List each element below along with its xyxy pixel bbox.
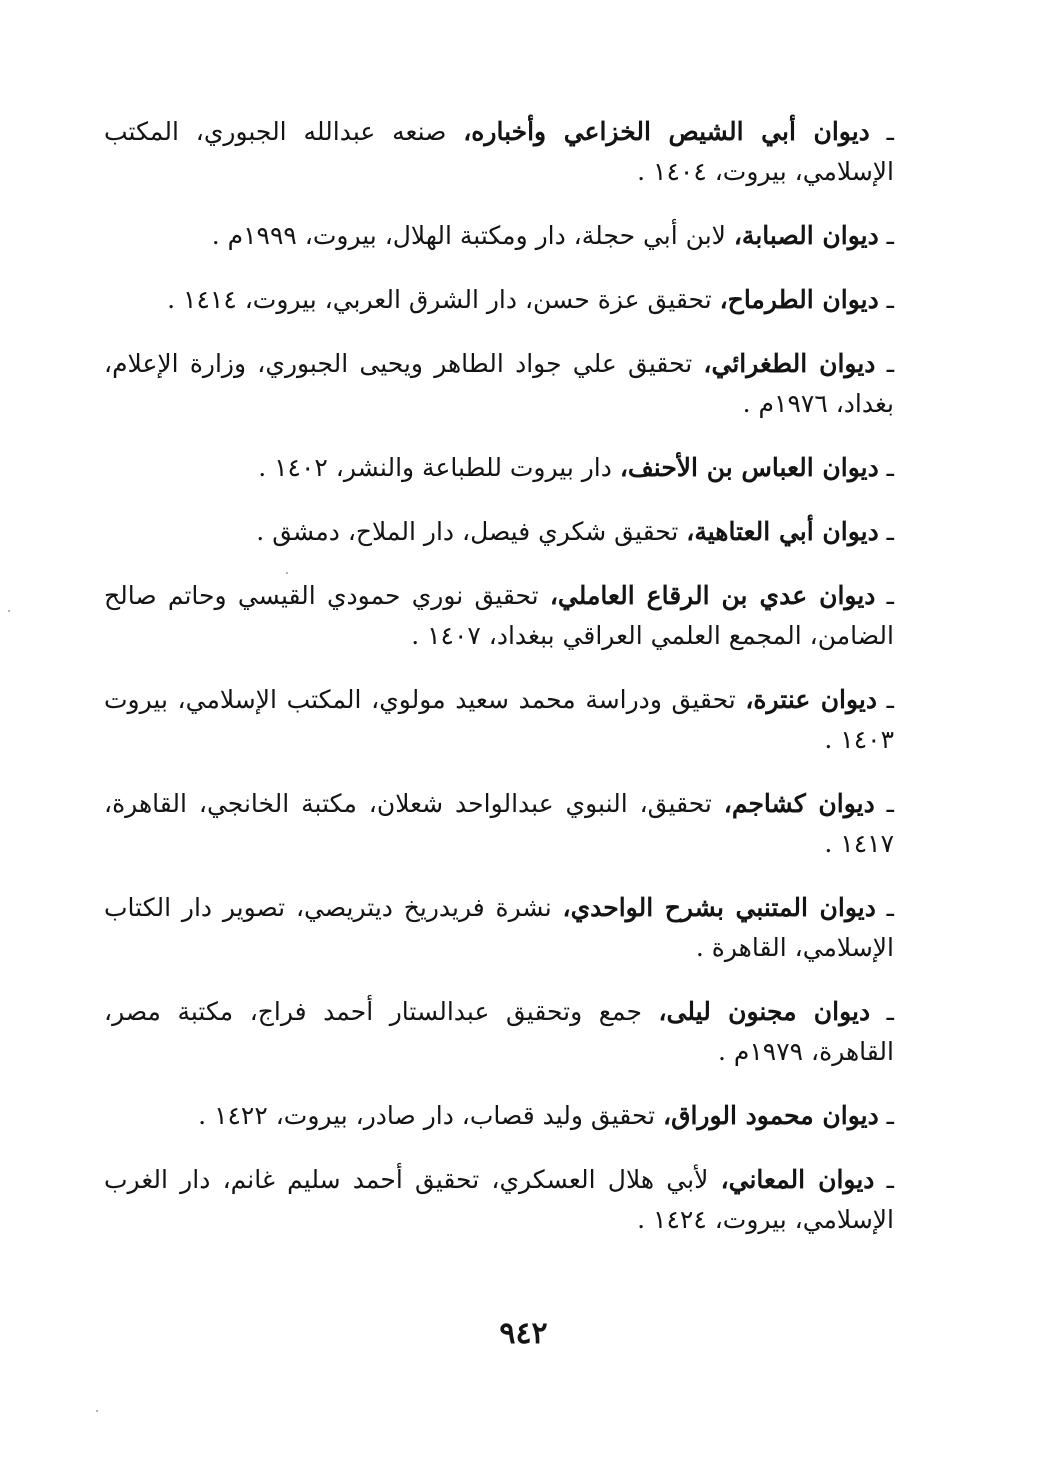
entry-dash: ـ xyxy=(886,1165,894,1194)
entry-details: تحقيق ودراسة محمد سعيد مولوي، المكتب الإسلامي، بيروت ١٤٠٣ . xyxy=(104,685,894,754)
bibliography-entry xyxy=(104,888,894,968)
entry-details: تحقيق وليد قصاب، دار صادر، بيروت، ١٤٢٢ . xyxy=(198,1101,663,1130)
bibliography-entry xyxy=(104,512,894,552)
entry-title: ديوان الصبابة، xyxy=(733,221,879,250)
entry-details: لابن أبي حجلة، دار ومكتبة الهلال، بيروت، ١٩٩٩م . xyxy=(211,221,734,250)
entry-title: ديوان أبي الشيص الخزاعي وأخباره، xyxy=(463,117,870,146)
entry-details: لأبي هلال العسكري، تحقيق أحمد سليم غانم، دار الغرب الإسلامي، بيروت، ١٤٢٤ . xyxy=(104,1165,894,1234)
entry-title: ديوان الطغرائي، xyxy=(703,349,876,378)
entry-details: جمع وتحقيق عبدالستار أحمد فراج، مكتبة مصر، القاهرة، ١٩٧٩م . xyxy=(104,997,894,1066)
bibliography-list xyxy=(104,112,894,1240)
entry-details: نشرة فريدريخ ديتريصي، تصوير دار الكتاب الإسلامي، القاهرة . xyxy=(104,893,894,962)
entry-details: صنعه عبدالله الجبوري، المكتب الإسلامي، بيروت، ١٤٠٤ . xyxy=(104,117,894,186)
entry-dash: ـ xyxy=(886,893,894,922)
scan-speck xyxy=(96,1410,98,1412)
bibliography-entry xyxy=(104,992,894,1072)
bibliography-entry xyxy=(104,448,894,488)
entry-dash: ـ xyxy=(886,453,894,482)
entry-dash: ـ xyxy=(886,997,894,1026)
entry-details: دار بيروت للطباعة والنشر، ١٤٠٢ . xyxy=(258,453,620,482)
entry-dash: ـ xyxy=(886,117,894,146)
entry-details: تحقيق عزة حسن، دار الشرق العربي، بيروت، ١٤١٤ . xyxy=(167,285,720,314)
entry-dash: ـ xyxy=(886,1101,894,1130)
entry-details: تحقيق، النبوي عبدالواحد شعلان، مكتبة الخانجي، القاهرة، ١٤١٧ . xyxy=(104,789,894,858)
entry-dash: ـ xyxy=(886,221,894,250)
entry-title: ديوان المعاني، xyxy=(720,1165,875,1194)
entry-dash: ـ xyxy=(886,517,894,546)
bibliography-entry xyxy=(104,1160,894,1240)
scan-speck xyxy=(286,572,288,574)
entry-dash: ـ xyxy=(886,581,894,610)
bibliography-entry xyxy=(104,216,894,256)
bibliography-entry xyxy=(104,576,894,656)
entry-details: تحقيق نوري حمودي القيسي وحاتم صالح الضامن، المجمع العلمي العراقي ببغداد، ١٤٠٧ . xyxy=(104,581,894,650)
bibliography-entry xyxy=(104,344,894,424)
entry-title: ديوان مجنون ليلى، xyxy=(658,997,871,1026)
bibliography-entry xyxy=(104,112,894,192)
scan-speck xyxy=(8,610,10,612)
bibliography-entry xyxy=(104,784,894,864)
entry-title: ديوان عنترة، xyxy=(745,685,878,714)
entry-dash: ـ xyxy=(886,685,894,714)
bibliography-entry xyxy=(104,280,894,320)
entry-title: ديوان المتنبي بشرح الواحدي، xyxy=(562,893,876,922)
entry-dash: ـ xyxy=(886,285,894,314)
entry-title: ديوان أبي العتاهية، xyxy=(686,517,879,546)
entry-details: تحقيق شكري فيصل، دار الملاح، دمشق . xyxy=(256,517,687,546)
entry-dash: ـ xyxy=(886,789,894,818)
bibliography-entry xyxy=(104,1096,894,1136)
entry-title: ديوان العباس بن الأحنف، xyxy=(619,453,879,482)
entry-title: ديوان الطرماح، xyxy=(719,285,879,314)
entry-title: ديوان كشاجم، xyxy=(723,789,875,818)
entry-details: تحقيق علي جواد الطاهر ويحيى الجبوري، وزارة الإعلام، بغداد، ١٩٧٦م . xyxy=(104,349,894,418)
entry-dash: ـ xyxy=(886,349,895,378)
entry-title: ديوان عدي بن الرقاع العاملي، xyxy=(549,581,876,610)
entry-title: ديوان محمود الوراق، xyxy=(663,1101,879,1130)
bibliography-entry xyxy=(104,680,894,760)
page-number: ٩٤٢ xyxy=(499,1316,548,1351)
